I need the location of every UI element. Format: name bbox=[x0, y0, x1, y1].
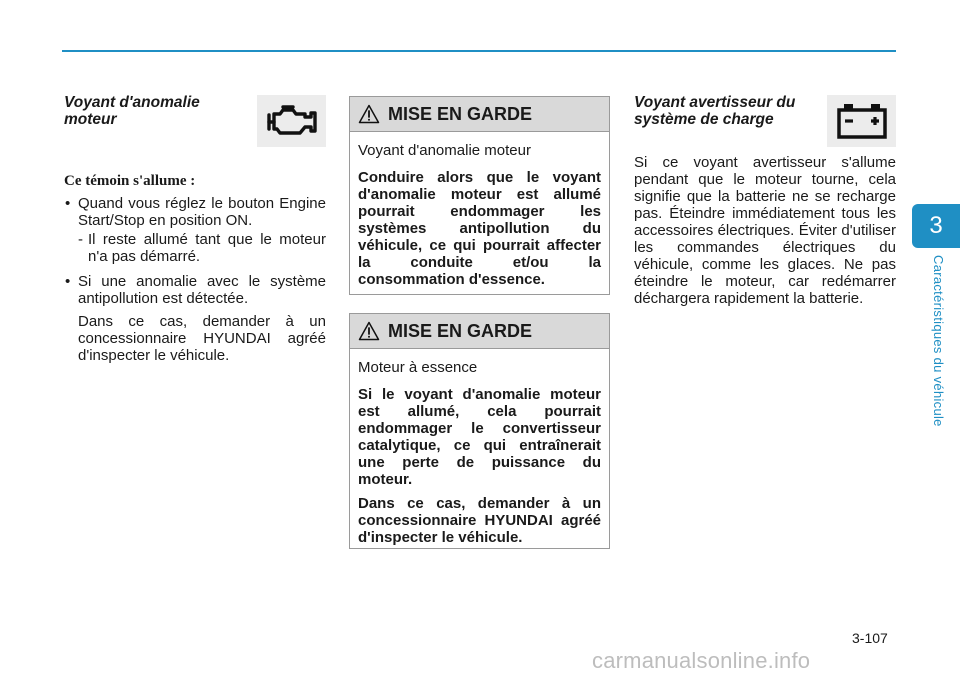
list-item-continuation: Dans ce cas, demander à un concessionnaire HYUNDAI agréé d'inspecter le véhicule. bbox=[78, 313, 326, 364]
warning-box-2 bbox=[349, 313, 610, 549]
list-item: • Quand vous réglez le bouton Engine Start/Stop en position ON. bbox=[64, 195, 326, 229]
charge-section-title: Voyant avertisseur du système de charge bbox=[634, 94, 796, 128]
warning-header-2 bbox=[350, 314, 609, 349]
warning-subtitle: Moteur à essence bbox=[358, 359, 478, 376]
warning-text: Conduire alors que le voyant d'anomalie moteur est allumé pourrait endommager les systèmes antipollution du véhicule, ce qui pourrait affecter la conduite et/ou la consommation d'essence. bbox=[358, 169, 601, 288]
chapter-title: Caractéristiques du véhicule bbox=[931, 255, 946, 427]
engine-icon-box bbox=[257, 95, 326, 147]
list-item: • Si une anomalie avec le système antipollution est détectée. bbox=[64, 273, 326, 307]
warning-box-1 bbox=[349, 96, 610, 295]
charge-section-text: Si ce voyant avertisseur s'allume pendant que le moteur tourne, cela signifie que la batterie ne se recharge pas. Éteindre immédiatement tous les accessoires électriques. Éviter d'utiliser les commandes électriques du véhicule, comme les glaces. Ne pas éteindre le moteur, car redémarrer déchargera rapidement la batterie. bbox=[634, 154, 896, 307]
warning-triangle-icon bbox=[358, 104, 380, 124]
engine-section-title: Voyant d'anomalie moteur bbox=[64, 94, 200, 128]
warning-header-1 bbox=[350, 97, 609, 132]
engine-check-icon bbox=[265, 104, 319, 138]
engine-section bbox=[64, 94, 326, 364]
warning-triangle-icon bbox=[358, 321, 380, 341]
chapter-tab bbox=[912, 204, 960, 248]
warning-text: Si le voyant d'anomalie moteur est allumé, cela pourrait endommager le convertisseur catalytique, ce qui entraînerait une perte de puissance du moteur. bbox=[358, 386, 601, 488]
page-number: 3-107 bbox=[852, 630, 888, 646]
warning-subtitle: Voyant d'anomalie moteur bbox=[358, 142, 531, 159]
list-item-sub: - Il reste allumé tant que le moteur n'a pas démarré. bbox=[64, 231, 326, 265]
warning-header-label: MISE EN GARDE bbox=[388, 103, 533, 124]
battery-icon bbox=[836, 102, 888, 140]
watermark: carmanualsonline.info bbox=[592, 648, 811, 673]
warning-text: Dans ce cas, demander à un concessionnaire HYUNDAI agréé d'inspecter le véhicule. bbox=[358, 495, 601, 546]
warning-header-label: MISE EN GARDE bbox=[388, 320, 533, 341]
engine-subheading: Ce témoin s'allume : bbox=[64, 173, 196, 189]
chapter-number: 3 bbox=[929, 212, 943, 239]
top-rule bbox=[62, 50, 896, 52]
engine-list bbox=[64, 195, 326, 364]
battery-icon-box bbox=[827, 95, 896, 147]
charge-section bbox=[634, 94, 896, 307]
